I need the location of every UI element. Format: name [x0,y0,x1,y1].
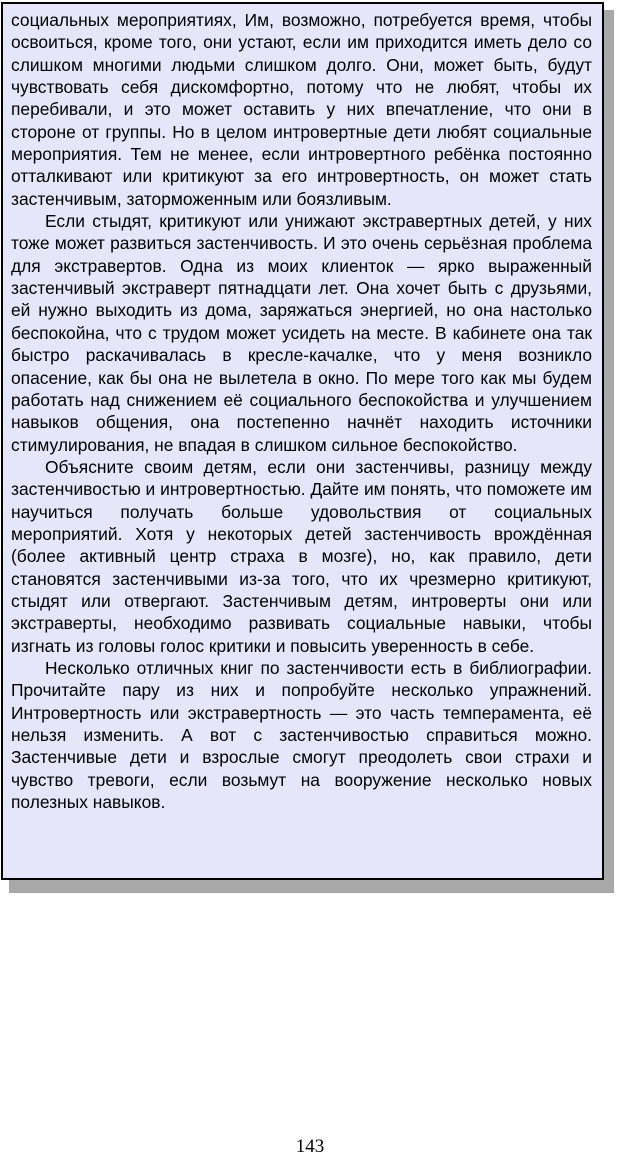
paragraph-3: Объясните своим детям, если они застенчивы, разницу между застенчивостью и интровертностью. Дайте им понять, что поможете им научиться получать больше удовольствия от социальных мероприятий. Хотя у некоторых детей застенчивость врождённая (более активный центр страха в мозге), но, как правило, дети становятся застенчивыми из-за того, что их чрезмерно критикуют, стыдят или отвергают. Застенчивым детям, интроверты они или экстраверты, необходимо развивать социальные навыки, чтобы изгнать из головы голос критики и повысить уверенность в себе. [11,456,592,656]
paragraph-2: Если стыдят, критикуют или унижают экстравертных детей, у них тоже может развиться застенчивость. И это очень серьёзная проблема для экстравертов. Одна из моих клиенток — ярко выраженный застенчивый экстраверт пятнадцати лет. Она хочет быть с друзьями, ей нужно выходить из дома, заряжаться энергией, но она настолько беспокойна, что с трудом может усидеть на месте. В кабинете она так быстро раскачивалась в кресле-качалке, что у меня возникло опасение, как бы она не вылетела в окно. По мере того как мы будем работать над снижением её социального беспокойства и улучшением навыков общения, она постепенно начнёт находить источники стимулирования, не впадая в слишком сильное беспокойство. [11,211,592,455]
page-number: 143 [295,1136,325,1157]
paragraph-1: социальных мероприятиях, Им, возможно, потребуется время, чтобы освоиться, кроме того, они устают, если им приходится иметь дело со слишком многими людьми слишком долго. Они, может быть, будут чувствовать себя дискомфортно, потому что не любят, чтобы их перебивали, и это может оставить у них впечатление, что они в стороне от группы. Но в целом интровертные дети любят социальные мероприятия. Тем не менее, если интровертного ребёнка постоянно отталкивают или критикуют за его интровертность, он может стать застенчивым, заторможенным или боязливым. [11,10,592,209]
paragraph-4: Несколько отличных книг по застенчивости есть в библиографии. Прочитайте пару из них и попробуйте несколько упражнений. Интровертность или экстравертность — это часть темперамента, её нельзя изменить. А вот с застенчивостью справиться можно. Застенчивые дети и взрослые смогут преодолеть свои страхи и чувство тревоги, если возьмут на вооружение несколько новых полезных навыков. [11,657,592,813]
text-box [1,2,604,880]
